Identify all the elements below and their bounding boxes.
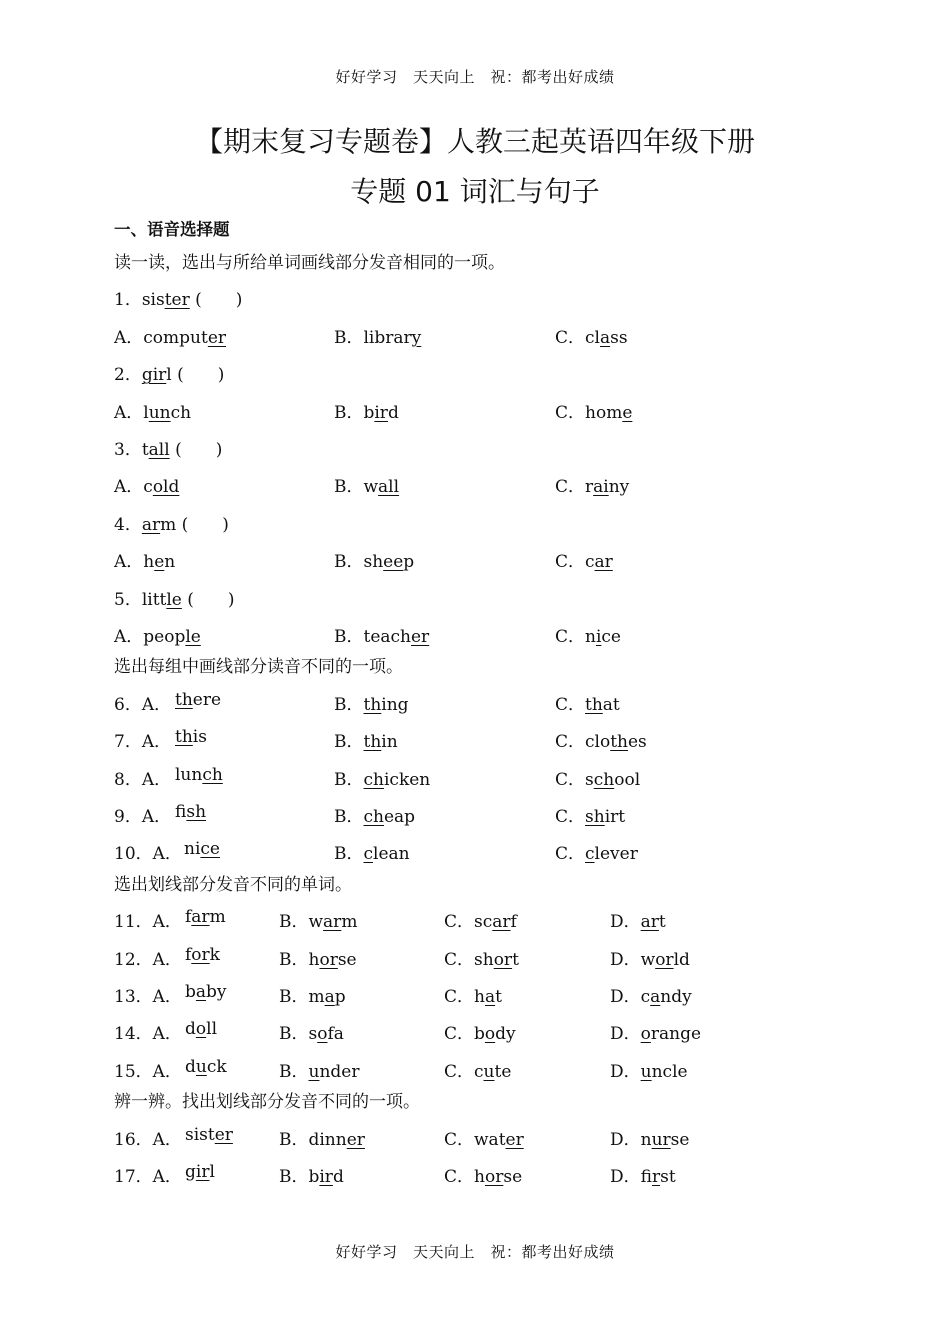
underlined-letters: a [599,327,611,348]
underlined-letters: all [148,440,170,460]
underlined-letters: e [154,552,165,573]
question-number: 16．A． [114,1129,182,1150]
page-footer: 好好学习 天天向上 祝：都考出好成绩 [335,1243,615,1261]
option-a: sister [185,1124,233,1145]
question-number: 9．A． [114,807,172,827]
option-a: baby [185,982,227,1002]
question-number: 12．A． [114,949,182,970]
option-d: D．orange [610,1024,702,1045]
option-b: B．cheap [334,807,416,827]
option-c: C．horse [444,1167,523,1187]
underlined-letters: le [166,589,182,610]
question-word: 3．tall ( ) [114,440,223,460]
question-word: 2．girl ( ) [114,365,225,386]
option-c: C．nice [555,627,621,647]
underlined-letters: th [363,732,382,753]
underlined-letters: ur [651,1129,671,1150]
option-a: duck [185,1056,227,1077]
option-c: C．hat [444,987,502,1007]
option-b: B．under [279,1061,360,1082]
question-number: 17．A． [114,1167,182,1187]
option-c: C．that [555,694,620,715]
underlined-letters: or [319,949,338,970]
question-stem [114,510,229,535]
underlined-letters: ai [593,477,609,498]
option-a: there [175,689,222,710]
underlined-letters: th [175,689,193,710]
underlined-letters: ce [200,839,220,860]
option-c: C．rainy [555,477,630,498]
option-a: A．computer [114,327,227,348]
question-number: 6．A． [114,694,172,715]
option-a: fork [185,944,220,965]
option-b: B．chicken [334,769,431,790]
underlined-letters: ir [319,1167,333,1187]
underlined-letters: or [484,1167,504,1187]
underlined-letters: a [484,987,496,1007]
underlined-letters: ir [195,1162,210,1182]
option-b: B．horse [279,949,357,970]
underlined-letters: gir [141,365,167,386]
underlined-letters: or [655,949,674,970]
option-c: C．shirt [555,807,626,827]
underlined-letters: sh [585,807,605,827]
question-stem [114,435,222,460]
section-heading: 一、语音选择题 [114,220,230,239]
option-d: D．first [610,1167,676,1187]
instruction: 读一读，选出与所给单词画线部分发音相同的一项。 [114,253,505,273]
question-number: 11．A． [114,912,182,933]
underlined-letters: un [148,402,171,423]
underlined-letters: all [378,477,400,498]
underlined-letters: er [207,327,227,348]
underlined-letters: o [484,1024,496,1045]
underlined-letters: a [650,987,661,1007]
option-c: C．clothes [555,732,647,753]
option-b: B．clean [334,844,410,865]
option-a: farm [185,907,226,928]
option-d: D．uncle [610,1061,688,1082]
underlined-letters: o [317,1024,328,1045]
underlined-letters: a [324,987,335,1007]
underlined-letters: o [195,1019,207,1040]
question-stem [114,360,224,385]
instruction: 辨一辨。找出划线部分发音不同的一项。 [114,1092,420,1113]
underlined-letters: ar [323,912,342,933]
underlined-letters: e [622,402,633,423]
option-a: A．people [114,627,201,647]
underlined-letters: old [152,477,180,498]
question-number: 14．A． [114,1024,182,1045]
question-word: 5．little ( ) [114,589,235,610]
underlined-letters: ch [202,764,223,785]
option-b: B．bird [279,1167,344,1187]
underlined-letters: i [595,627,602,647]
page-subtitle: 专题 01 词汇与句子 [350,175,600,208]
underlined-letters: ar [640,912,659,933]
underlined-letters: th [363,694,382,715]
instruction: 选出每组中画线部分读音不同的一项。 [114,657,403,678]
option-a: doll [185,1019,218,1040]
underlined-letters: or [493,949,513,970]
underlined-letters: ar [492,912,511,933]
underlined-letters: o [640,1024,651,1045]
option-b: B．library [334,327,422,348]
underlined-letters: ir [651,1167,661,1187]
underlined-letters: a [195,982,207,1002]
option-c: C．scarf [444,912,517,933]
underlined-letters: th [175,727,193,748]
question-word: 4．arm ( ) [114,514,229,535]
option-c: C．clever [555,844,638,865]
option-b: B．map [279,987,346,1007]
question-stem [114,585,235,610]
option-a: A．cold [114,477,180,498]
underlined-letters: th [610,732,628,753]
option-b: B．sheep [334,552,415,573]
option-c: C．water [444,1129,524,1150]
option-d: D．nurse [610,1129,690,1150]
option-d: D．candy [610,987,692,1007]
option-b: B．wall [334,477,400,498]
option-b: B．thin [334,732,398,753]
underlined-letters: ch [363,807,384,827]
underlined-letters: u [195,1056,207,1077]
option-b: B．dinner [279,1129,365,1150]
page-header: 好好学习 天天向上 祝：都考出好成绩 [335,68,615,86]
question-number: 8．A． [114,769,172,790]
underlined-letters: ir [374,402,388,423]
option-d: D．art [610,912,666,933]
option-c: C．school [555,769,641,790]
underlined-letters: u [308,1061,320,1082]
underlined-letters: le [185,627,201,647]
option-a: A．lunch [114,402,192,423]
option-a: lunch [175,764,223,785]
underlined-letters: c [363,844,374,865]
underlined-letters: th [585,694,603,715]
question-number: 13．A． [114,987,182,1007]
question-word: 1．sister ( ) [114,290,243,311]
option-b: B．bird [334,402,399,423]
underlined-letters: ter [164,290,190,311]
underlined-letters: er [214,1124,233,1145]
option-b: B．warm [279,912,358,933]
question-number: 15．A． [114,1061,182,1082]
option-c: C．car [555,552,613,573]
underlined-letters: u [640,1061,652,1082]
page-title: 【期末复习专题卷】人教三起英语四年级下册 [194,125,755,158]
underlined-letters: u [483,1061,495,1082]
option-c: C．short [444,949,519,970]
underlined-letters: er [505,1129,524,1150]
option-c: C．cute [444,1061,512,1082]
option-b: B．teacher [334,627,430,647]
underlined-letters: or [191,944,210,965]
option-a: nice [184,839,220,860]
option-c: C．home [555,402,633,423]
underlined-letters: ee [383,552,404,573]
question-number: 10．A． [114,844,182,865]
option-c: C．body [444,1024,516,1045]
option-a: fish [175,802,207,822]
option-c: C．class [555,327,628,348]
underlined-letters: er [346,1129,365,1150]
option-b: B．sofa [279,1024,344,1045]
underlined-letters: sh [186,802,207,822]
option-a: girl [185,1162,215,1182]
underlined-letters: y [411,327,422,348]
underlined-letters: ch [593,769,615,790]
question-stem [114,285,242,310]
underlined-letters: ar [594,552,613,573]
option-d: D．world [610,949,690,970]
question-number: 7．A． [114,732,172,753]
underlined-letters: ar [141,514,161,535]
instruction: 选出划线部分发音不同的单词。 [114,874,352,895]
underlined-letters: ch [363,769,384,790]
underlined-letters: c [585,844,595,865]
underlined-letters: ar [191,907,210,928]
underlined-letters: er [411,627,430,647]
option-a: A．hen [114,552,176,573]
option-b: B．thing [334,694,409,715]
option-a: this [175,727,207,748]
